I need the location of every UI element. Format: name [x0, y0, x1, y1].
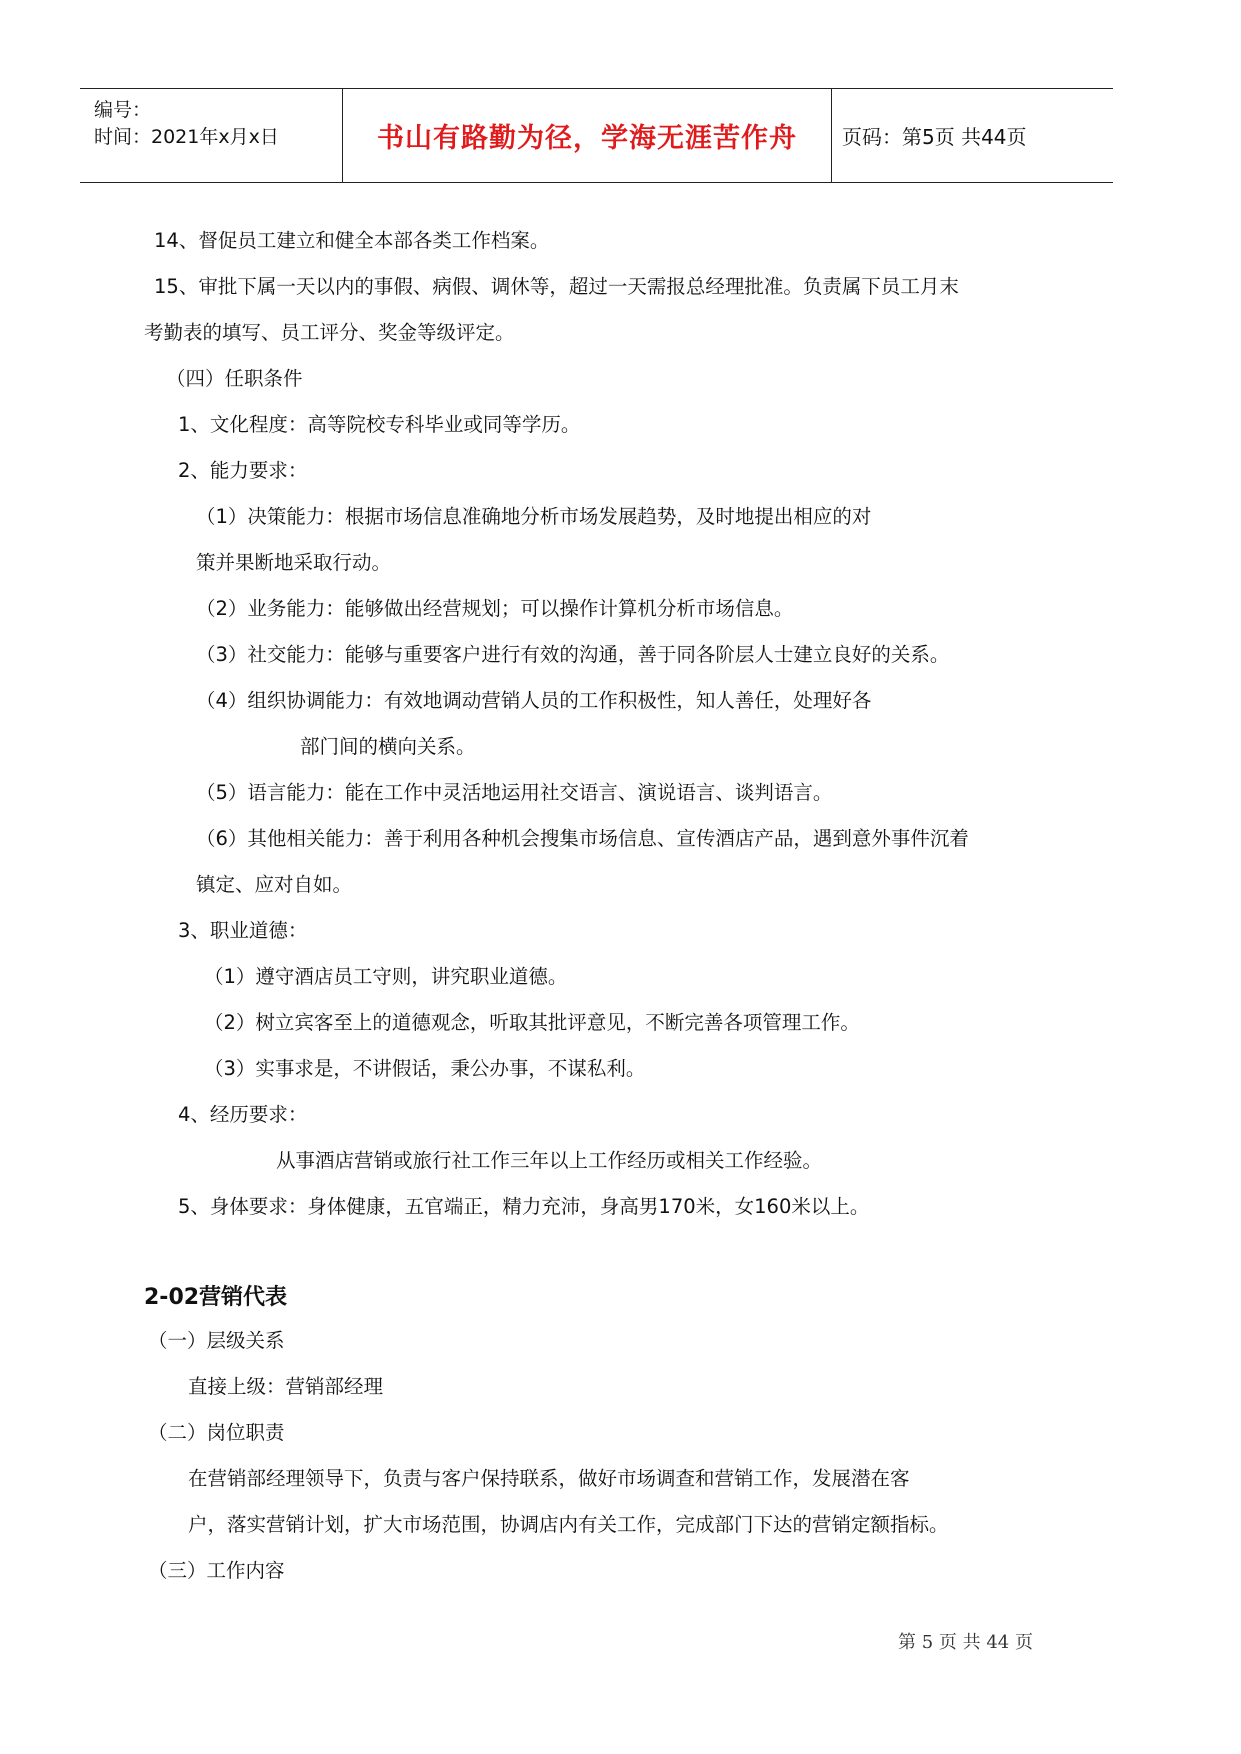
text-line: （5）语言能力：能在工作中灵活地运用社交语言、演说语言、谈判语言。 — [196, 781, 833, 804]
page-footer: 第 5 页 共 44 页 — [898, 1632, 1033, 1653]
header-motto-cell — [342, 89, 832, 182]
header-left-cell — [80, 89, 342, 182]
text-line: 1、文化程度：高等院校专科毕业或同等学历。 — [178, 413, 581, 436]
text-line: （1）遵守酒店员工守则，讲究职业道德。 — [204, 965, 568, 988]
text-line: 镇定、应对自如。 — [196, 873, 353, 896]
text-line: （1）决策能力：根据市场信息准确地分析市场发展趋势，及时地提出相应的对 — [196, 505, 872, 528]
text-line: 策并果断地采取行动。 — [196, 551, 392, 574]
text-line: 从事酒店营销或旅行社工作三年以上工作经历或相关工作经验。 — [276, 1149, 823, 1172]
text-line: （4）组织协调能力：有效地调动营销人员的工作积极性，知人善任，处理好各 — [196, 689, 872, 712]
text-line: 15、审批下属一天以内的事假、病假、调休等，超过一天需报总经理批准。负责属下员工月末 — [154, 275, 959, 298]
page-header — [80, 88, 1113, 183]
text-line: 4、经历要求： — [178, 1103, 308, 1126]
text-line: （3）社交能力：能够与重要客户进行有效的沟通，善于同各阶层人士建立良好的关系。 — [196, 643, 950, 666]
header-page-number: 页码：第5页 共44页 — [842, 125, 1027, 149]
text-line: 在营销部经理领导下，负责与客户保持联系，做好市场调查和营销工作，发展潜在客 — [188, 1467, 910, 1490]
header-page-cell — [832, 89, 1113, 182]
motto-text: 书山有路勤为径，学海无涯苦作舟 — [377, 123, 797, 154]
serial-label: 编号： — [94, 99, 152, 121]
section-heading: 2-02营销代表 — [144, 1285, 288, 1310]
text-line: 14、督促员工建立和健全本部各类工作档案。 — [154, 229, 550, 252]
text-line: 直接上级：营销部经理 — [188, 1375, 384, 1398]
text-line: 3、职业道德： — [178, 919, 308, 942]
subsection-heading: （三）工作内容 — [148, 1559, 285, 1582]
subsection-heading: （二）岗位职责 — [148, 1421, 285, 1444]
text-line: （3）实事求是，不讲假话，秉公办事，不谋私利。 — [204, 1057, 646, 1080]
subsection-heading: （四）任职条件 — [166, 367, 303, 390]
date-label: 时间：2021年x月x日 — [94, 126, 279, 148]
text-line: 部门间的横向关系。 — [300, 735, 476, 758]
text-line: （6）其他相关能力：善于利用各种机会搜集市场信息、宣传酒店产品，遇到意外事件沉着 — [196, 827, 969, 850]
text-line: （2）业务能力：能够做出经营规划；可以操作计算机分析市场信息。 — [196, 597, 794, 620]
text-line: 2、能力要求： — [178, 459, 308, 482]
subsection-heading: （一）层级关系 — [148, 1329, 285, 1352]
text-line: 5、身体要求：身体健康，五官端正，精力充沛，身高男170米，女160米以上。 — [178, 1195, 870, 1218]
text-line: （2）树立宾客至上的道德观念，听取其批评意见，不断完善各项管理工作。 — [204, 1011, 860, 1034]
text-line: 户，落实营销计划，扩大市场范围，协调店内有关工作，完成部门下达的营销定额指标。 — [188, 1513, 949, 1536]
text-line: 考勤表的填写、员工评分、奖金等级评定。 — [144, 321, 515, 344]
